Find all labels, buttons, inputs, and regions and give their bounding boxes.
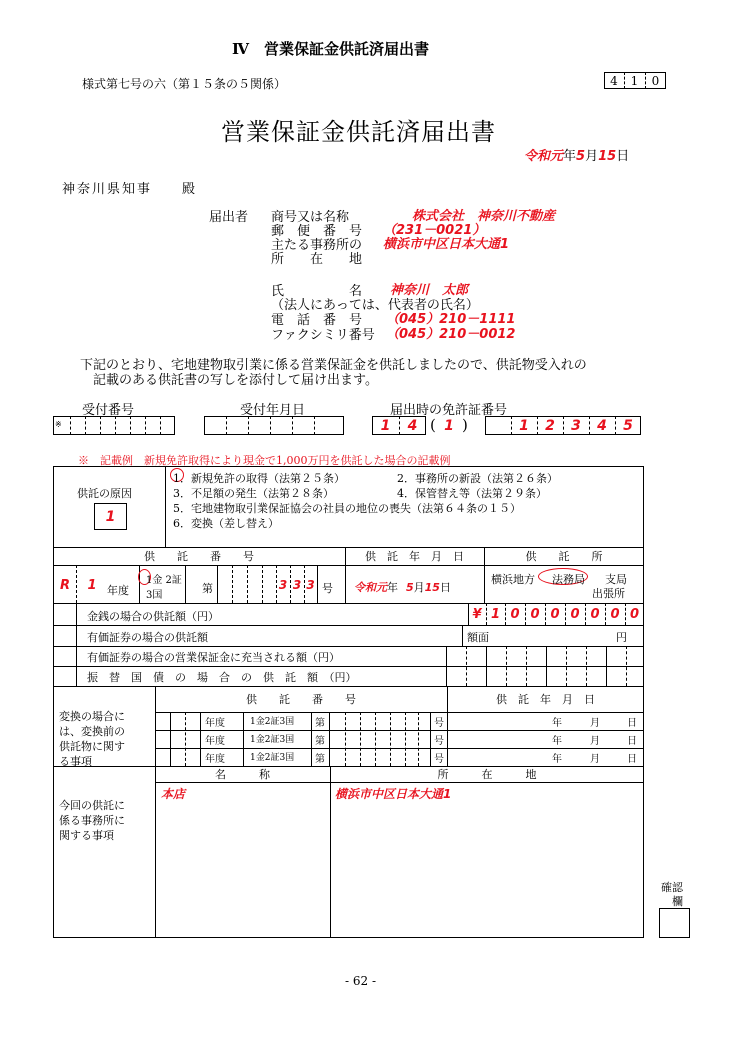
go-label: 号 [434,736,444,747]
year-label: 年 [552,736,562,747]
fax-label: ファクシミリ番号 [271,328,375,343]
postal-value: （231－0021） [383,223,486,238]
deposit-dai: 第 [202,582,213,595]
form-number: 様式第七号の六（第１５条の５関係） [82,77,287,91]
office-section-label: 今回の供託に [59,799,125,812]
doc-title: 営業保証金供託済届出書 [221,118,496,146]
deposit-year-label: 年度 [107,584,129,597]
statement-line-1: 下記のとおり、宅地建物取引業に係る営業保証金を供託しましたので、供託物受入れの [80,358,587,373]
cash-digit: 0 [550,606,560,622]
code-digit: 1 [630,73,639,88]
deposit-office: 出張所 [592,587,625,600]
office-value: 横浜市中区日本大通1 [383,237,510,252]
cash-digit: 0 [590,606,600,622]
go-label: 号 [434,754,444,765]
date: 令和元年5月15日 [524,149,630,164]
license-a-digit: 1 [380,417,391,434]
nendo-label: 年度 [205,754,225,765]
cash-label: 金銭の場合の供託額（円） [87,610,219,623]
deposit-office: 法務局 [552,573,585,586]
person-value: 神奈川 太郎 [390,283,469,298]
reception-number-box[interactable] [53,416,175,435]
reason-option: 6．変換（差し替え） [173,517,279,530]
reason-option: 2．事務所の新設（法第２６条） [397,472,558,485]
bond-label: 振 替 国 債 の 場 合 の 供 託 額 （円） [87,671,357,684]
license-c-digit: 3 [571,417,581,434]
deposit-go: 号 [322,582,333,595]
office-name-header: 名 称 [215,768,270,781]
exchange-label: 変換の場合に [59,710,125,723]
cash-digit: 0 [610,606,620,622]
office-label-2: 所 在 地 [271,252,363,267]
deposit-office: 支局 [605,573,627,586]
office-name-value: 本店 [161,787,186,801]
confirm-box[interactable] [659,908,690,938]
yen-label: 円 [616,631,627,644]
day-label: 日 [627,754,637,765]
deposit-num-digit: 3 [306,578,315,592]
deposit-kind: 3国 [146,590,163,601]
reception-date-label: 受付年月日 [240,403,306,418]
year-label: 年 [552,718,562,729]
month-label: 月 [590,736,600,747]
exchange-label: る事項 [59,755,92,768]
exchange-label: 供託物に関す [59,740,125,753]
reason-option: 3．不足額の発生（法第２８条） [173,487,334,500]
confirm-label: 確認 [661,881,683,894]
cash-digit: 0 [530,606,540,622]
deposit-office: 横浜地方 [491,573,535,586]
addressee: 神奈川県知事 殿 [62,182,198,197]
license-a-digit: 4 [407,417,418,434]
deposit-num-digit: 3 [292,578,302,592]
day-label: 日 [627,718,637,729]
statement-line-2: 記載のある供託書の写しを添付して届け出ます。 [93,373,378,388]
deposit-date-header: 供 託 年 月 日 [365,550,464,563]
deposit-year: 1 [87,577,97,593]
reception-number-label: 受付番号 [82,403,135,418]
person-label: 氏 名 [271,284,363,299]
fax-value: （045）210－0012 [386,327,516,342]
exchange-label: は、変換前の [59,725,125,738]
license-b: 1 [444,417,454,434]
securities-applied-label: 有価証券の場合の営業保証金に充当される額（円） [87,651,340,664]
deposit-era: R [59,577,70,593]
year-label: 年 [552,754,562,765]
tel-value: （045）210－1111 [386,312,516,327]
month-label: 月 [590,718,600,729]
tel-label: 電 話 番 号 [271,313,363,328]
reason-option: 5．宅地建物取引業保証協会の社員の地位の喪失（法第６４条の１５） [173,502,521,515]
reception-date-box[interactable] [204,416,344,435]
name-value: 株式会社 神奈川不動産 [412,209,556,224]
office-section-label: 係る事務所に [59,814,125,827]
deposit-number-header: 供 託 番 号 [144,550,254,563]
deposit-kind: 1金 2証 [146,575,182,586]
nendo-label: 年度 [205,718,225,729]
dai-label: 第 [315,754,325,765]
license-c-digit: 1 [519,417,529,434]
license-c-digit: 5 [623,417,633,434]
code-digit: 4 [610,73,618,88]
cash-digit: 0 [570,606,580,622]
cash-digit: 1 [490,606,501,622]
code-digit: 0 [651,73,660,88]
deposit-num-digit: 3 [278,578,288,592]
example-note: ※ 記載例 新規免許取得により現金で1,000万円を供託した場合の記載例 [78,454,451,467]
reason-value: 1 [105,508,116,525]
confirm-label: 欄 [672,895,683,908]
office-addr-value: 横浜市中区日本大通1 [335,787,452,801]
day-label: 日 [627,736,637,747]
office-label: 主たる事務所の [271,238,363,253]
deposit-date: 令和元年 5月15日 [354,581,451,594]
license-c-digit: 2 [545,417,555,434]
cash-digit: 0 [510,606,520,622]
securities-label: 有価証券の場合の供託額 [87,631,208,644]
kind-label: 1金2証3国 [250,753,295,763]
reason-option: 1．新規免許の取得（法第２５条） [173,472,345,485]
applicant-label: 届出者 [209,210,249,225]
deposit-office-header: 供 託 所 [525,550,603,563]
dai-label: 第 [315,736,325,747]
office-addr-header: 所 在 地 [437,768,537,781]
reason-option: 4．保管替え等（法第２９条） [397,487,547,500]
license-label: 届出時の免許証番号 [390,403,508,418]
name-label: 商号又は名称 [271,210,350,225]
face-label: 額面 [467,631,489,644]
month-label: 月 [590,754,600,765]
kind-label: 1金2証3国 [250,735,295,745]
dai-label: 第 [315,718,325,729]
paren-open: ( [430,416,436,434]
exchange-number-header: 供 託 番 号 [246,693,356,706]
kind-label: 1金2証3国 [250,717,295,727]
person-note: （法人にあっては、代表者の氏名） [271,298,479,313]
office-section-label: 関する事項 [59,829,114,842]
postal-label: 郵 便 番 号 [271,224,363,239]
page-number: - 62 - [345,974,377,988]
reason-label: 供託の原因 [77,487,132,500]
paren-close: ) [462,416,468,434]
go-label: 号 [434,718,444,729]
license-c-digit: 4 [597,417,607,434]
asterisk: ※ [55,420,62,429]
nendo-label: 年度 [205,736,225,747]
cash-digit: 0 [629,606,640,622]
exchange-date-header: 供 託 年 月 日 [496,693,595,706]
cash-digit: ¥ [472,606,482,622]
section-title: Ⅳ 営業保証金供託済届出書 [232,40,430,58]
